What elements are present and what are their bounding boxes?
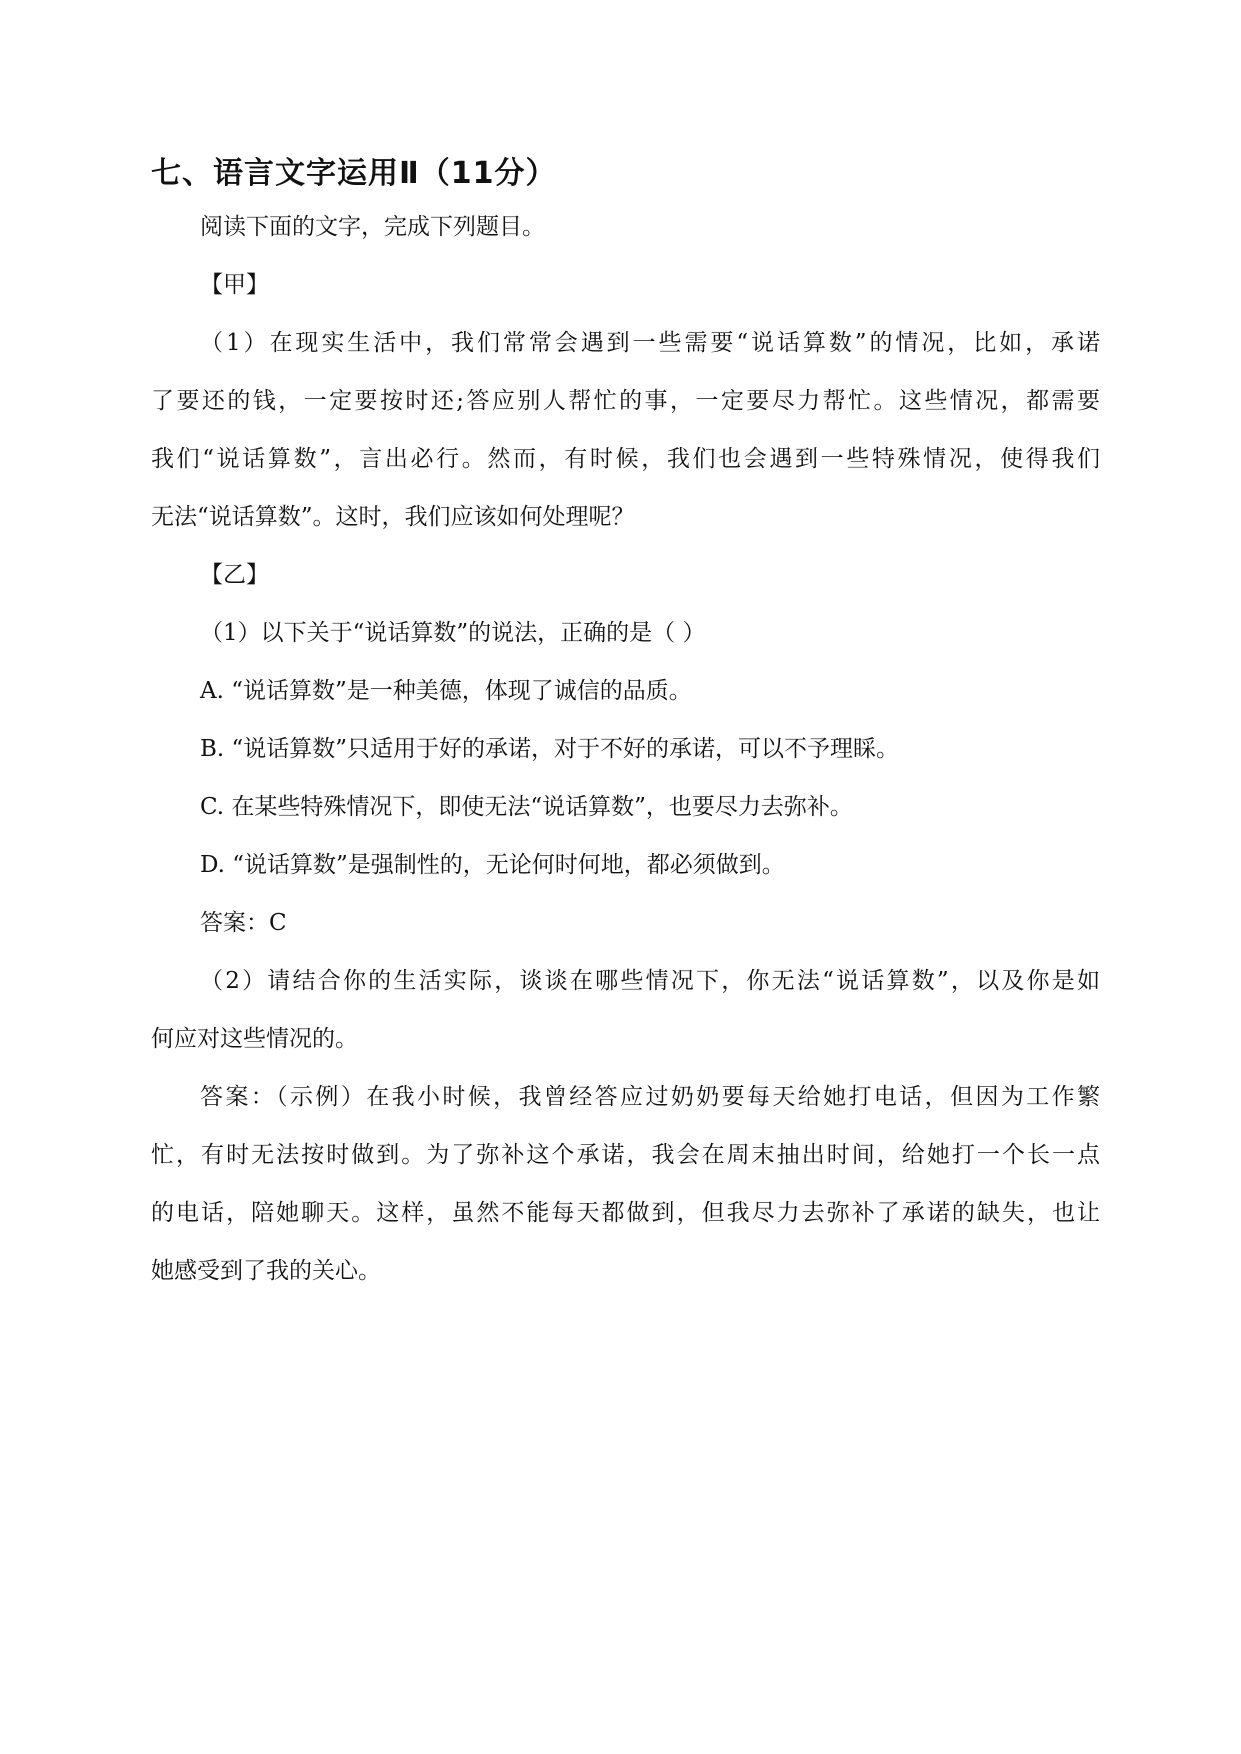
- question-2-answer-line-3: 的电话，陪她聊天。这样，虽然不能每天都做到，但我尽力去弥补了承诺的缺失，也让: [151, 1200, 1100, 1226]
- part-jia-label: 【甲】: [200, 272, 269, 298]
- question-1-stem: （1）以下关于“说话算数”的说法，正确的是（ ）: [200, 620, 706, 646]
- part-jia-line-1: （1）在现实生活中，我们常常会遇到一些需要“说话算数”的情况，比如，承诺: [200, 330, 1100, 356]
- section-title: 七、语言文字运用Ⅱ（11分）: [151, 156, 557, 191]
- option-c: C. 在某些特殊情况下，即使无法“说话算数”，也要尽力去弥补。: [200, 794, 853, 820]
- question-2-answer-line-4: 她感受到了我的关心。: [151, 1258, 381, 1284]
- option-b: B. “说话算数”只适用于好的承诺，对于不好的承诺，可以不予理睬。: [200, 736, 900, 762]
- question-2-stem-line-1: （2）请结合你的生活实际，谈谈在哪些情况下，你无法“说话算数”，以及你是如: [200, 968, 1100, 994]
- question-2-answer-line-1: 答案：（示例）在我小时候，我曾经答应过奶奶要每天给她打电话，但因为工作繁: [200, 1084, 1100, 1110]
- part-jia-line-4: 无法“说话算数”。这时，我们应该如何处理呢？: [151, 504, 635, 530]
- option-a: A. “说话算数”是一种美德，体现了诚信的品质。: [200, 678, 692, 704]
- option-d: D. “说话算数”是强制性的，无论何时何地，都必须做到。: [200, 852, 785, 878]
- part-yi-label: 【乙】: [200, 562, 269, 588]
- question-2-stem-line-2: 何应对这些情况的。: [151, 1026, 358, 1052]
- instruction-text: 阅读下面的文字，完成下列题目。: [200, 214, 545, 240]
- question-2-answer-line-2: 忙，有时无法按时做到。为了弥补这个承诺，我会在周末抽出时间，给她打一个长一点: [151, 1142, 1100, 1168]
- part-jia-line-2: 了要还的钱，一定要按时还;答应别人帮忙的事，一定要尽力帮忙。这些情况，都需要: [151, 388, 1100, 414]
- question-1-answer: 答案：C: [200, 910, 287, 936]
- part-jia-line-3: 我们“说话算数”，言出必行。然而，有时候，我们也会遇到一些特殊情况，使得我们: [151, 446, 1100, 472]
